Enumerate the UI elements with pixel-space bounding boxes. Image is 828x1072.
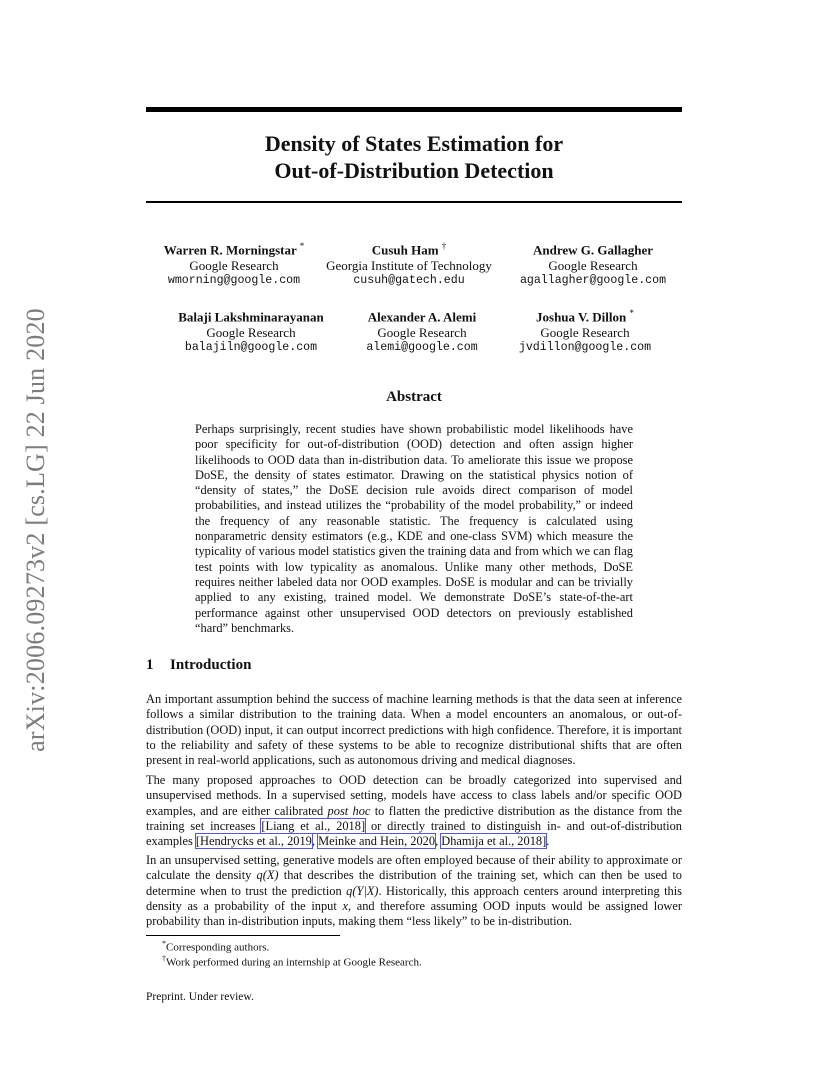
math-expression: x [342,898,348,913]
author-affiliation: Google Research [189,257,279,273]
paragraph-intro-2: The many proposed approaches to OOD detection can be broadly categorized into supervised and unsupervised methods. In a supervised setting, models have access to class labels and/or specific OOD examples, and are either calibrated post hoc to flatten the predictive distribution as the distance from the training set increases [Liang et al., 2018] or directly trained to distinguish in- and out-of-distribution examples [Hendrycks et al., 2019, Meinke and Hein, 2020, Dhamija et al., 2018]. [146,773,682,849]
arxiv-identifier: arXiv:2006.09273v2 [cs.LG] 22 Jun 2020 [21,308,50,752]
author-affiliation: Google Research [206,324,296,340]
math-expression: q(X) [256,868,279,883]
footnote: †Work performed during an internship at Google Research. [162,954,422,969]
citation-link[interactable]: [Hendrycks et al., 2019 [195,834,312,849]
author-email[interactable]: cusuh@gatech.edu [353,274,465,288]
citation-link[interactable]: Meinke and Hein, 2020 [318,834,436,849]
author-affiliation: Google Research [548,257,638,273]
author-block [480,306,690,356]
math-expression: q(Y|X) [346,883,379,898]
author-name: Cusuh Ham † [371,241,447,258]
author-block [488,239,698,289]
author-name: Warren R. Morningstar * [163,241,305,258]
author-name: Andrew G. Gallagher [532,242,653,258]
paper-title [146,130,682,184]
footnote-rule [146,935,340,936]
abstract-text: Perhaps surprisingly, recent studies have shown probabilistic model likelihoods have poor specificity for out-of-distribution (OOD) detection and often assign higher likelihoods to OOD data than in-distribution data. To ameliorate this issue we propose DoSE, the density of states estimator. Drawing on the statistical physics notion of “density of states,” the DoSE decision rule avoids direct comparison of model probabilities, and instead utilizes the “probability of the model probability,” or indeed the frequency of any reasonable statistic. The frequency is calculated using nonparametric density estimators (e.g., KDE and one-class SVM) which measure the typicality of various model statistics given the training data and from which we can flag test points with low typicality as anomalous. Unlike many other methods, DoSE requires neither labeled data nor OOD examples. DoSE is modular and can be trivially applied to any existing, trained model. We demonstrate DoSE’s state-of-the-art performance against other unsupervised OOD detectors on previously established “hard” benchmarks. [195,422,633,635]
emphasis: post hoc [327,803,371,818]
author-affiliation: Google Research [540,324,630,340]
author-email[interactable]: alemi@google.com [366,341,478,355]
section-title: Introduction [170,657,252,673]
paragraph-intro-1: An important assumption behind the success of machine learning methods is that the data seen at inference follows a similar distribution to the training data. When a model encounters an anomalous, or out-of-distribution (OOD) input, it can output incorrect predictions with high confidence. Therefore, it is important to the reliability and safety of these systems to be able to recognize distributional shifts that are often present in real-world applications, such as autonomous driving and medical diagnoses. [146,692,682,768]
footnote: *Corresponding authors. [162,939,270,954]
section-number: 1 [146,657,154,673]
author-affiliation: Georgia Institute of Technology [326,257,492,273]
author-name: Alexander A. Alemi [367,309,477,325]
author-affiliation: Google Research [377,324,467,340]
author-email[interactable]: balajiln@google.com [184,341,318,355]
citation-link[interactable]: Dhamija et al., 2018] [441,834,547,849]
preprint-note: Preprint. Under review. [146,991,254,1003]
title-line-2: Out-of-Distribution Detection [274,158,554,183]
author-block [304,239,514,289]
citation-link[interactable]: [Liang et al., 2018] [261,818,366,833]
title-bottom-rule [146,201,682,203]
author-name: Joshua V. Dillon * [536,308,634,325]
author-email[interactable]: agallagher@google.com [519,274,667,288]
title-top-rule [146,107,682,112]
author-email[interactable]: jvdillon@google.com [518,341,652,355]
author-email[interactable]: wmorning@google.com [167,274,301,288]
abstract-heading: Abstract [386,389,442,405]
author-name: Balaji Lakshminarayanan [178,309,324,325]
title-line-1: Density of States Estimation for [264,131,564,156]
paragraph-intro-3: In an unsupervised setting, generative models are often employed because of their ability to approximate or calculate the density q(X) that describes the distribution of the training set, which can then be used to determine when to trust the prediction q(Y|X). Historically, this approach centers around interpreting this density as a probability of the input x, and therefore assuming OOD inputs would be assigned lower probability than in-distribution inputs, making them “less likely” to be in-distribution. [146,853,682,929]
section-heading [146,657,251,674]
